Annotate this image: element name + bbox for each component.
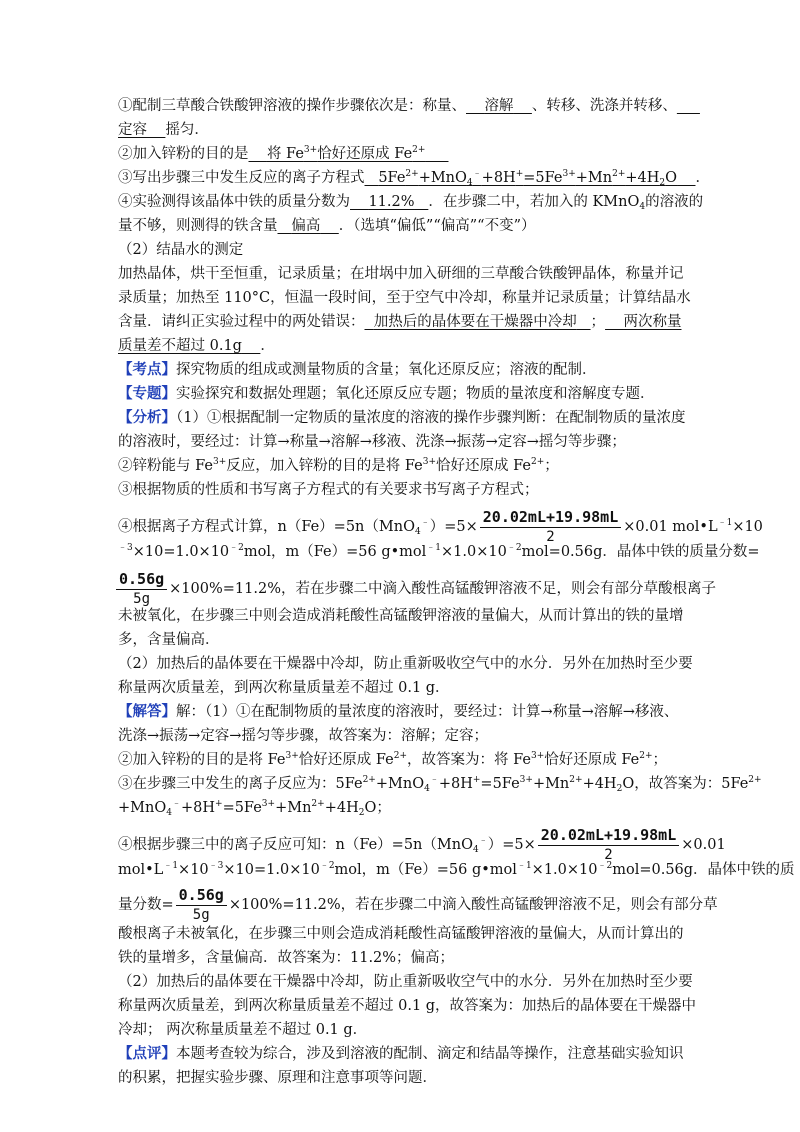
text-line: 称量两次质量差，到两次称量质量差不超过 0.1 g． <box>118 680 450 696</box>
answer-pianggao: 偏高 <box>291 218 321 234</box>
jieda-fraction-line: 量分数= $\frac{0.56g}{5g}$ ×100%=11.2%，若在步骤二中滴入酸性高锰酸钾溶液不足，则会有部分草 <box>118 886 718 923</box>
tag-jieda: 【解答】 <box>118 703 176 720</box>
answer-dissolve: 溶解 <box>484 98 514 114</box>
section-2-heading: （2）结晶水的测定 <box>118 242 244 258</box>
text-line: ③在步骤三中发生的离子反应为：$5Fe^{2+}+MnO_4^﹣+8H^+=5Fe^{3+}+Mn^{2+}+4H_2O$，故答案为：$5Fe^{2+}$ <box>118 775 762 794</box>
q-correct-errors-cont: 质量差不超过 0.1g ． <box>118 338 275 354</box>
kaodian: 【考点】探究物质的组成或测量物质的含量；氧化还原反应；溶液的配制． <box>118 361 597 378</box>
text-line: 洗涤→振荡→定容→摇匀等步骤，故答案为：溶解；定容； <box>118 728 488 744</box>
tag-dianping: 【点评】 <box>118 1045 176 1062</box>
q1-step-order: ①配制三草酸合铁酸钾溶液的操作步骤依次是：称量、 溶解 、转移、洗涤并转移、 <box>118 98 677 114</box>
text-line: 未被氧化，在步骤三中则会造成消耗酸性高锰酸钾溶液的量偏大，从而计算出的铁的量增 <box>118 608 684 624</box>
text-line: 称量两次质量差，到两次称量质量差不超过 0.1 g，故答案为：加热后的晶体要在干燥器中 <box>118 998 697 1014</box>
text-line: ②锌粉能与 $Fe^{3+}$反应，加入锌粉的目的是将 $Fe^{3+}$恰好还原成 $Fe^{2+}$； <box>118 457 559 474</box>
text-line: 的积累，把握实验步骤、原理和注意事项等问题． <box>118 1070 437 1086</box>
jieda-calc-line: ④根据步骤三中的离子反应可知：n（Fe）=5n（MnO$_4$﹣）=5× $\frac{20.02mL+19.98mL}{2}$ ×0.01 <box>118 826 726 863</box>
text-line: （2）加热后的晶体要在干燥器中冷却，防止重新吸收空气中的水分．另外在加热时至少要 <box>118 974 693 990</box>
tag-fenxi: 【分析】 <box>118 409 176 426</box>
text-line: 的溶液时，要经过：计算→称量→溶解→移液、洗涤→振荡→定容→摇匀等步骤； <box>118 434 626 450</box>
fraction-volume-avg: $\frac{20.02mL+19.98mL}{2}$ <box>538 826 679 864</box>
text-line: ②加入锌粉的目的是将 $Fe^{3+}$恰好还原成 $Fe^{2+}$，故答案为：将 $Fe^{3+}$恰好还原成 $Fe^{2+}$； <box>118 751 667 768</box>
answer-11-2: 11.2% <box>368 194 415 210</box>
text-line: $^{﹣3}\times 10=1.0\times 10^{﹣2}mol$，m（Fe）=56 $g•mol^{﹣1}\times 1.0\times 10^{﹣2}mol=0.56g$．晶体中铁的质量分数= <box>118 543 760 560</box>
fenxi-fraction-line: $\frac{0.56g}{5g}$ ×100%=11.2%，若在步骤二中滴入酸性高锰酸钾溶液不足，则会有部分草酸根离子 <box>114 570 716 602</box>
fraction-mass: $\frac{0.56g}{5g}$ <box>116 570 167 608</box>
text-line: 多，含量偏高． <box>118 632 220 648</box>
text-line: 铁的量增多，含量偏高．故答案为：11.2%；偏高； <box>118 950 455 966</box>
fenxi: 【分析】（1）①根据配制一定物质的量浓度的溶液的操作步骤判断：在配制物质的量浓度 <box>118 409 686 426</box>
q2-zinc-purpose: ②加入锌粉的目的是 将 $Fe^{3+}$恰好还原成 $Fe^{2+}$ <box>118 144 448 164</box>
q1-step-order-cont: 定容 摇匀． <box>118 122 209 138</box>
tag-zhuanti: 【专题】 <box>118 385 176 402</box>
tag-kaodian: 【考点】 <box>118 361 176 378</box>
jieda: 【解答】解：（1）①在配制物质的量浓度的溶液时，要经过：计算→称量→溶解→移液、 <box>118 703 679 720</box>
text-line: 加热晶体，烘干至恒重，记录质量；在坩埚中加入研细的三草酸合铁酸钾晶体，称量并记 <box>118 266 684 282</box>
q4-iron-fraction-cont: 量不够，则测得的铁含量 偏高 ．（选填“偏低”“偏高”“不变”） <box>118 218 536 234</box>
fraction-volume-avg: $\frac{20.02mL+19.98mL}{2}$ <box>480 508 621 546</box>
text-line: 录质量；加热至 110°C，恒温一段时间，至于空气中冷却，称量并记录质量；计算结晶水 <box>118 290 691 306</box>
q-correct-errors: 含量．请纠正实验过程中的两处错误： 加热后的晶体要在干燥器中冷却 ； 两次称量 <box>118 314 682 330</box>
answer-dingrong: 定容 <box>118 122 147 138</box>
answer-zinc: 将 $Fe^{3+}$恰好还原成 $Fe^{2+}$ <box>266 145 426 162</box>
text-line: 冷却； 两次称量质量差不超过 0.1 g． <box>118 1022 368 1038</box>
q3-ion-equation: ③写出步骤三中发生反应的离子方程式 $5Fe^{2+}+MnO_4^﹣+8H^+=5Fe^{3+}+Mn^{2+}+4H_2O$ ． <box>118 169 710 188</box>
answer-weigh-twice: 两次称量 <box>623 314 682 330</box>
fenxi-calc-line: ④根据离子方程式计算，n（Fe）=5n（MnO$_4$﹣）=5× $\frac{20.02mL+19.98mL}{2}$ ×0.01 $mol•L^{﹣1}\times 10$ <box>118 508 763 545</box>
text-line: $mol•L^{﹣1}\times 10^{﹣3}\times 10=1.0\times 10^{﹣2}mol$，m（Fe）=56 $g•mol^{﹣1}\times 1.0\times 10^{﹣2}mol=0.56g$．晶体中铁的质 <box>118 861 795 878</box>
text-line: ③根据物质的性质和书写离子方程式的有关要求书写离子方程式； <box>118 482 539 498</box>
text-line: 酸根离子未被氧化，在步骤三中则会造成消耗酸性高锰酸钾溶液的量偏大，从而计算出的 <box>118 926 684 942</box>
text-line: （2）加热后的晶体要在干燥器中冷却，防止重新吸收空气中的水分．另外在加热时至少要 <box>118 656 693 672</box>
q4-iron-fraction: ④实验测得该晶体中铁的质量分数为 11.2% ．在步骤二中，若加入的 KMnO$_4$的溶液的 <box>118 194 704 212</box>
answer-dryer: 加热后的晶体要在干燥器中冷却 <box>373 314 577 330</box>
zhuanti: 【专题】实验探究和数据处理题；氧化还原反应专题；物质的量浓度和溶解度专题． <box>118 385 655 402</box>
text-line: $+MnO_4^﹣+8H^+=5Fe^{3+}+Mn^{2+}+4H_2O$； <box>118 799 391 818</box>
answer-equation: $5Fe^{2+}+MnO_4^﹣+8H^+=5Fe^{3+}+Mn^{2+}+4H_2O$ <box>378 169 678 188</box>
dianping: 【点评】本题考查较为综合，涉及到溶液的配制、滴定和结晶等操作，注意基础实验知识 <box>118 1045 684 1062</box>
fraction-mass: $\frac{0.56g}{5g}$ <box>176 886 227 924</box>
